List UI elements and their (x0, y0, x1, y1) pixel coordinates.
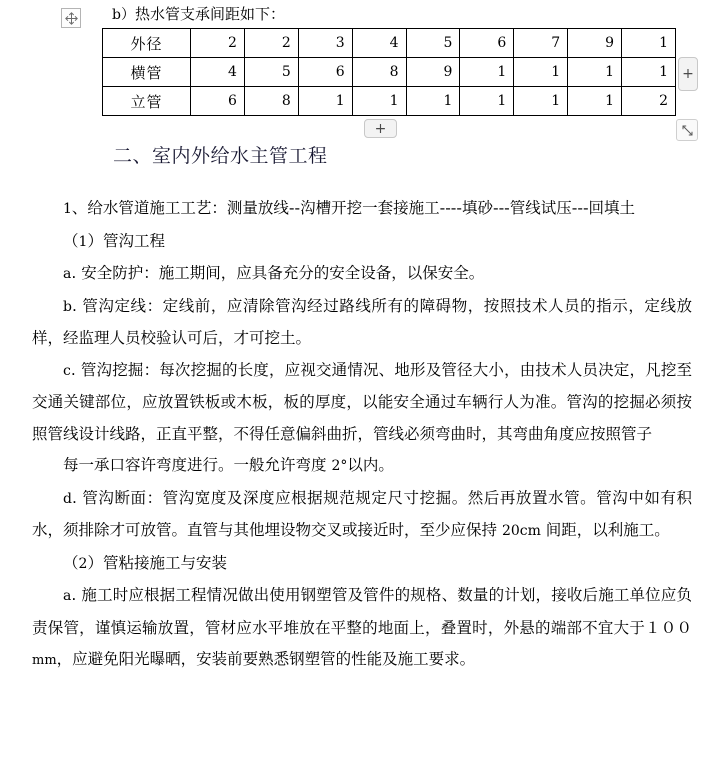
add-column-button[interactable]: + (678, 57, 698, 91)
table-cell[interactable]: 5 (244, 58, 298, 87)
p-bend-angle: 每一承口容许弯度进行。一般允许弯度 2°以内。 (63, 456, 394, 474)
table-cell[interactable]: 9 (406, 58, 460, 87)
table-cell[interactable]: 7 (514, 29, 568, 58)
table-cell[interactable]: 1 (514, 87, 568, 116)
page-title: 二、室内外给水主管工程 (113, 145, 328, 167)
caption-text: 热水管支承间距如下： (134, 5, 285, 23)
table-caption-line (112, 3, 285, 26)
table-cell[interactable]: 1 (568, 87, 622, 116)
table-cell[interactable]: 1 (406, 87, 460, 116)
table-cell[interactable]: 8 (244, 87, 298, 116)
table-cell[interactable]: 1 (352, 87, 406, 116)
p-sub-1: （1）管沟工程 (63, 231, 165, 250)
table-cell[interactable]: 5 (406, 29, 460, 58)
table-row-label[interactable]: 立管 (103, 87, 191, 116)
p-a-safety: a. 安全防护：施工期间，应具备充分的安全设备，以保安全。 (63, 264, 485, 282)
body-content (32, 193, 692, 677)
table-cell[interactable]: 4 (191, 58, 245, 87)
table-row (103, 58, 676, 87)
table-row-label[interactable]: 横管 (103, 58, 191, 87)
table-cell[interactable]: 9 (568, 29, 622, 58)
table-cell[interactable]: 2 (622, 87, 676, 116)
table-cell[interactable]: 6 (460, 29, 514, 58)
table-cell[interactable]: 1 (514, 58, 568, 87)
table-row (103, 29, 676, 58)
table-cell[interactable]: 2 (191, 29, 245, 58)
table-cell[interactable]: 1 (460, 87, 514, 116)
p-process: 1、给水管道施工工艺：测量放线--沟槽开挖一套接施工----填砂---管线试压---回填土 (63, 199, 636, 217)
table-cell[interactable]: 6 (191, 87, 245, 116)
table-cell[interactable]: 1 (298, 87, 352, 116)
p-d-section: d. 管沟断面：管沟宽度及深度应根据规范规定尺寸挖掘。然后再放置水管。管沟中如有积水，须排除才可放管。直管与其他埋设物交叉或接近时，至少应保持 20cm 间距，以利施工。 (32, 488, 692, 539)
p-c-excavate: c. 管沟挖掘：每次挖掘的长度，应视交通情况、地形及管径大小，由技术人员决定，凡挖至交通关键部位，应放置铁板或木板，板的厚度，以能安全通过车辆行人为准。管沟的挖掘必须按照管线设计线路，正直平整，不得任意偏斜曲折，管线必须弯曲时，其弯曲角度应按照管子 (32, 360, 692, 443)
table-row (103, 87, 676, 116)
table-cell[interactable]: 3 (298, 29, 352, 58)
table-cell[interactable]: 8 (352, 58, 406, 87)
p-sub-2: （2）管粘接施工与安装 (63, 553, 227, 572)
pipe-support-spacing-table[interactable] (102, 28, 676, 116)
table-cell[interactable]: 4 (352, 29, 406, 58)
add-row-button[interactable]: + (364, 119, 397, 138)
table-cell[interactable]: 1 (568, 58, 622, 87)
table-resize-handle[interactable] (676, 119, 698, 141)
table-cell[interactable]: 2 (244, 29, 298, 58)
table-cell[interactable]: 6 (298, 58, 352, 87)
table-body (103, 29, 676, 116)
table-cell[interactable]: 1 (622, 29, 676, 58)
table-row-label[interactable]: 外径 (103, 29, 191, 58)
table-cell[interactable]: 1 (460, 58, 514, 87)
table-move-handle[interactable] (61, 8, 81, 28)
table-cell[interactable]: 1 (622, 58, 676, 87)
p-a-install: a. 施工时应根据工程情况做出使用钢塑管及管件的规格、数量的计划，接收后施工单位应负责保管，谨慎运输放置，管材应水平堆放在平整的地面上，叠置时，外悬的端部不宜大于１００mm，应避免阳光曝晒，安装前要熟悉钢塑管的性能及施工要求。 (32, 586, 692, 668)
caption-marker: b） (112, 7, 135, 23)
p-b-align: b. 管沟定线：定线前，应清除管沟经过路线所有的障碍物，按照技术人员的指示，定线放样，经监理人员校验认可后，才可挖土。 (32, 296, 692, 347)
